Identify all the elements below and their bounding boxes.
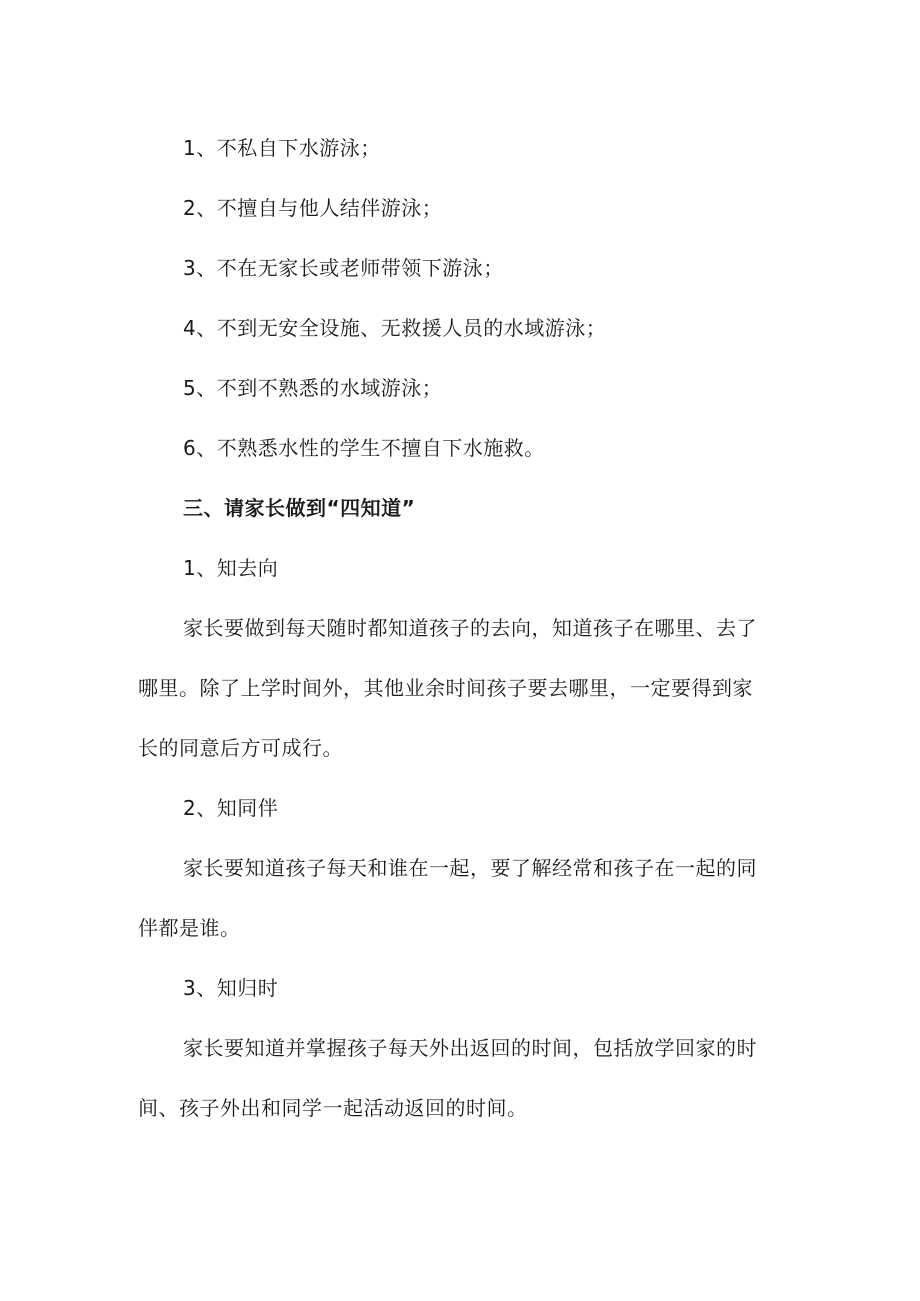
item-body-3-line-2: 间、孩子外出和同学一起活动返回的时间。 (138, 1096, 528, 1120)
rule-4: 4、不到无安全设施、无救援人员的水域游泳； (183, 316, 607, 340)
item-body-1-line-1: 家长要做到每天随时都知道孩子的去向，知道孩子在哪里、去了 (183, 616, 757, 640)
rule-3: 3、不在无家长或老师带领下游泳； (183, 256, 504, 280)
item-body-2-line-2: 伴都是谁。 (138, 916, 241, 940)
rule-6: 6、不熟悉水性的学生不擅自下水施救。 (183, 436, 545, 460)
item-body-2-line-1: 家长要知道孩子每天和谁在一起，要了解经常和孩子在一起的同 (183, 856, 757, 880)
item-title-1: 1、知去向 (183, 556, 279, 580)
section-heading: 三、请家长做到“四知道” (183, 496, 416, 520)
item-body-1-line-3: 长的同意后方可成行。 (138, 736, 343, 760)
item-body-1-line-2: 哪里。除了上学时间外，其他业余时间孩子要去哪里，一定要得到家 (138, 676, 753, 700)
rule-5: 5、不到不熟悉的水域游泳； (183, 376, 443, 400)
item-title-2: 2、知同伴 (183, 796, 279, 820)
item-body-3-line-1: 家长要知道并掌握孩子每天外出返回的时间，包括放学回家的时 (183, 1036, 757, 1060)
rule-1: 1、不私自下水游泳； (183, 136, 381, 160)
rule-2: 2、不擅自与他人结伴游泳； (183, 196, 443, 220)
item-title-3: 3、知归时 (183, 976, 279, 1000)
